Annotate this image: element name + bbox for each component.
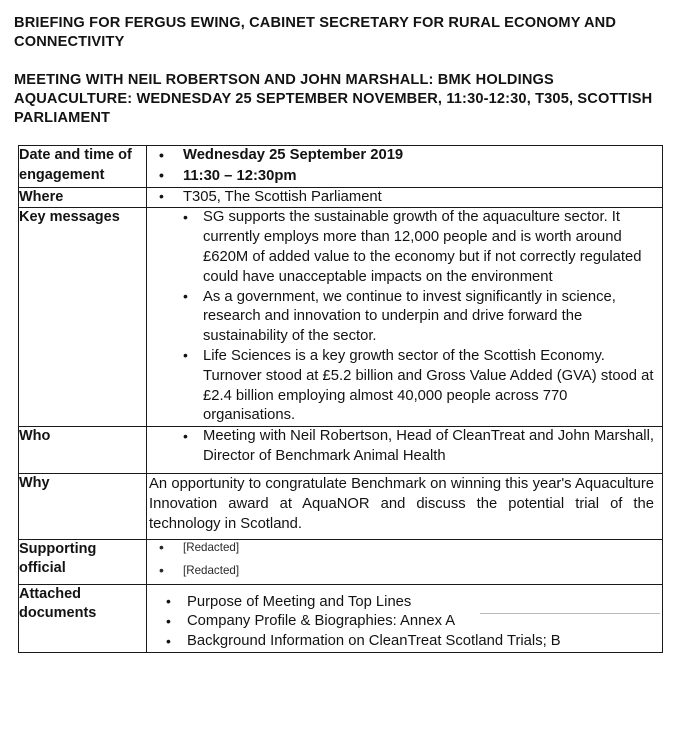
list-item: • [Redacted] [147, 540, 662, 556]
list-item: • Meeting with Neil Robertson, Head of CleanTreat and John Marshall, Director of Benchmark Animal Health [147, 427, 662, 467]
list-item: • 11:30 – 12:30pm [147, 167, 662, 187]
row-label-where: Where [19, 187, 147, 208]
table-row [19, 584, 663, 652]
row-label-attached-documents: Attached documents [19, 584, 147, 652]
row-body-who [147, 427, 663, 474]
row-body-supporting-official [147, 539, 663, 584]
bullet-list [147, 208, 662, 426]
list-item: • As a government, we continue to invest significantly in science, research and innovation to underpin and drive forward the sustainability of the sector. [147, 288, 662, 347]
list-item: • Life Sciences is a key growth sector of the Scottish Economy. Turnover stood at £5.2 billion and Gross Value Added (GVA) stood at £2.4 billion employing almost 40,000 people across 770 organisations. [147, 347, 662, 426]
briefing-table [18, 145, 663, 653]
table-row [19, 146, 663, 188]
list-item: • [Redacted] [147, 563, 662, 579]
table-row [19, 208, 663, 427]
row-body-why [147, 474, 663, 539]
bullet-list [147, 427, 662, 467]
row-body-key-messages [147, 208, 663, 427]
row-body-where [147, 187, 663, 208]
list-item: • T305, The Scottish Parliament [147, 188, 662, 208]
bullet-list [147, 593, 662, 652]
row-label-who: Who [19, 427, 147, 474]
document-title: BRIEFING FOR FERGUS EWING, CABINET SECRETARY FOR RURAL ECONOMY AND CONNECTIVITY [14, 15, 617, 50]
list-item: • Company Profile & Biographies: Annex A [147, 612, 662, 632]
bullet-list [147, 540, 662, 579]
table-row [19, 539, 663, 584]
row-label-why: Why [19, 474, 147, 539]
row-label-date-and-time: Date and time of engagement [19, 146, 147, 188]
list-item: • Background Information on CleanTreat Scotland Trials; B [147, 632, 662, 652]
list-item: • Wednesday 25 September 2019 [147, 146, 662, 166]
why-paragraph: An opportunity to congratulate Benchmark on winning this year's Aquaculture Innovation award at AquaNOR and discuss the potential trial of the technology in Scotland. [149, 476, 654, 532]
bullet-list [147, 146, 662, 187]
row-body-attached-documents [147, 584, 663, 652]
document-subtitle: MEETING WITH NEIL ROBERTSON AND JOHN MARSHALL: BMK HOLDINGS AQUACULTURE: WEDNESDAY 25 SEPTEMBER NOVEMBER, 11:30-12:30, T305, SCOTTISH PARLIAMENT [14, 72, 653, 126]
row-label-key-messages: Key messages [19, 208, 147, 427]
document-heading-block [0, 0, 676, 128]
table-row [19, 187, 663, 208]
scan-artifact-line [480, 613, 660, 614]
table-row [19, 427, 663, 474]
list-item: • SG supports the sustainable growth of the aquaculture sector. It currently employs more than 12,000 people and is worth around £620M of added value to the economy but if not correctly regulated could have unacceptable impacts on the environment [147, 208, 662, 287]
row-body-date-and-time [147, 146, 663, 188]
row-label-supporting-official: Supporting official [19, 539, 147, 584]
bullet-list [147, 188, 662, 208]
table-row [19, 474, 663, 539]
list-item: • Purpose of Meeting and Top Lines [147, 593, 662, 613]
